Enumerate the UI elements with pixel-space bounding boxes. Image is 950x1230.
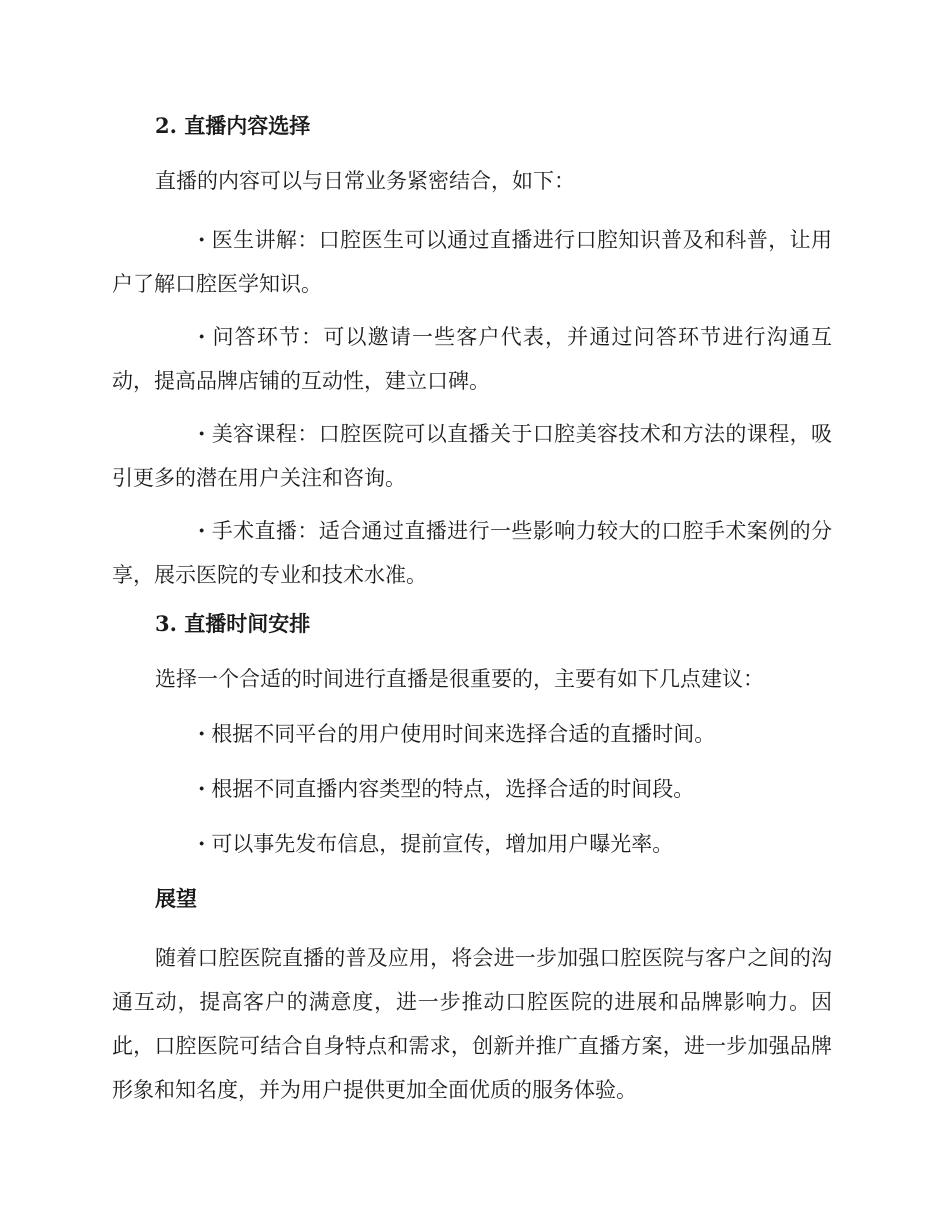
bullet-text: 美容课程：口腔医院可以直播关于口腔美容技术和方法的课程，吸引更多的潜在用户关注和咨询。 bbox=[112, 422, 832, 490]
section-intro: 直播的内容可以与日常业务紧密结合，如下： bbox=[155, 169, 575, 193]
bullet-item bbox=[112, 509, 832, 597]
bullet-dot-icon: · bbox=[198, 324, 206, 349]
bullet-item bbox=[112, 771, 832, 807]
bullet-text: 医生讲解：口腔医生可以通过直播进行口腔知识普及和科普，让用户了解口腔医学知识。 bbox=[112, 228, 832, 296]
bullet-item bbox=[112, 315, 832, 403]
section-heading-content-choice: 2. 直播内容选择 bbox=[155, 113, 311, 138]
outlook-paragraph: 随着口腔医院直播的普及应用，将会进一步加强口腔医院与客户之间的沟通互动，提高客户的满意度，进一步推动口腔医院的进展和品牌影响力。因此，口腔医院可结合自身特点和需求，创新并推广直播方案，进一步加强品牌形象和知名度，并为用户提供更加全面优质的服务体验。 bbox=[112, 946, 832, 1102]
bullet-text: 根据不同直播内容类型的特点，选择合适的时间段。 bbox=[211, 777, 695, 801]
bullet-dot-icon: · bbox=[198, 518, 206, 543]
bullet-text: 手术直播：适合通过直播进行一些影响力较大的口腔手术案例的分享，展示医院的专业和技术水准。 bbox=[112, 519, 832, 587]
bullet-item bbox=[112, 218, 832, 306]
section-heading-schedule: 3. 直播时间安排 bbox=[155, 611, 311, 636]
section-intro: 选择一个合适的时间进行直播是很重要的，主要有如下几点建议： bbox=[155, 667, 764, 691]
bullet-dot-icon: · bbox=[198, 421, 206, 446]
bullet-item bbox=[112, 826, 832, 862]
bullet-dot-icon: · bbox=[198, 776, 206, 801]
bullet-dot-icon: · bbox=[198, 721, 206, 746]
section-heading-outlook: 展望 bbox=[155, 886, 197, 911]
bullet-item bbox=[112, 716, 832, 752]
bullet-text: 问答环节：可以邀请一些客户代表，并通过问答环节进行沟通互动，提高品牌店铺的互动性，建立口碑。 bbox=[112, 325, 832, 393]
bullet-text: 可以事先发布信息，提前宣传，增加用户曝光率。 bbox=[211, 832, 674, 856]
document-page bbox=[112, 108, 832, 1121]
bullet-dot-icon: · bbox=[198, 831, 206, 856]
bullet-item bbox=[112, 412, 832, 500]
bullet-text: 根据不同平台的用户使用时间来选择合适的直播时间。 bbox=[211, 722, 716, 746]
bullet-dot-icon: · bbox=[198, 227, 206, 252]
